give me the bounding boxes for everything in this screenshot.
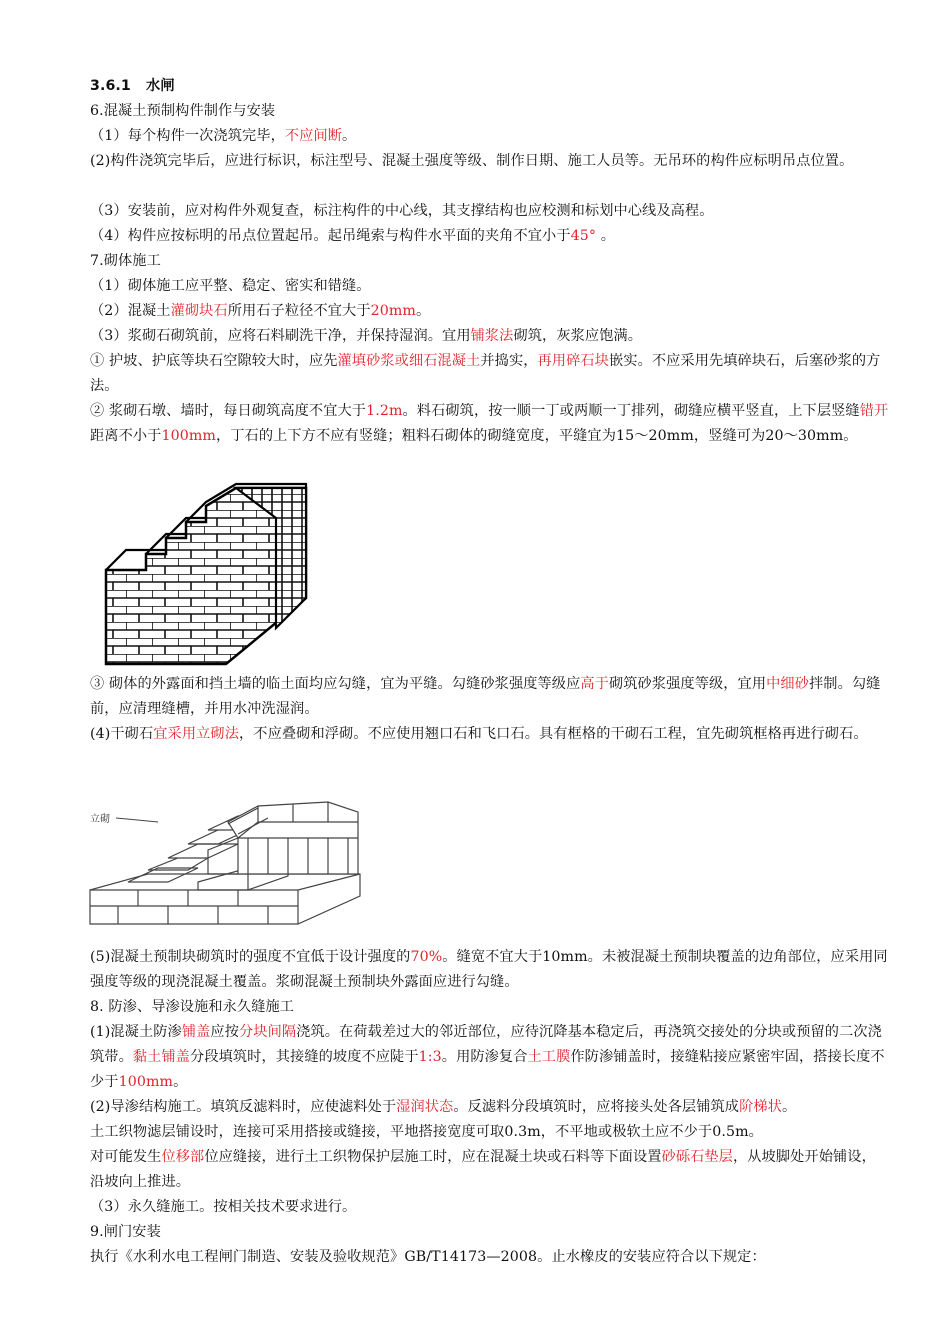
s6-p2: (2)构件浇筑完毕后，应进行标识，标注型号、混凝土强度等级、制作日期、施工人员等。无吊环的构件应标明吊点位置。 — [90, 153, 854, 169]
s8-p2-line3: 对可能发生位移部位应缝接，进行土工织物保护层施工时，应在混凝土块或石料等下面设置砂砾石垫层，从坡脚处开始铺设，沿坡向上推进。 — [90, 1149, 876, 1190]
section-heading: 3.6.1 水闸 — [90, 78, 175, 94]
upright-laying-label: 立砌 — [90, 814, 110, 825]
s8-p2-line2: 土工织物滤层铺设时，连接可采用搭接或缝接，平地搭接宽度可取0.3m，不平地或极软土应不少于0.5m。 — [90, 1124, 763, 1140]
s7-p4: (4)干砌石宜采用立砌法，不应叠砌和浮砌。不应使用翘口石和飞口石。具有框格的干砌石工程，宜先砌筑框格再进行砌石。 — [90, 726, 868, 742]
s8-p2-line1: (2)导渗结构施工。填筑反滤料时，应使滤料处于湿润状态。反滤料分段填筑时，应将接头处各层铺筑成阶梯状。 — [90, 1099, 797, 1115]
s7-p2: （2）混凝土灌砌块石所用石子粒径不宜大于20mm。 — [90, 303, 431, 319]
s8-title: 8. 防渗、导渗设施和永久缝施工 — [90, 999, 295, 1015]
s7-c1: ① 护坡、护底等块石空隙较大时，应先灌填砂浆或细石混凝土并捣实，再用碎石块嵌实。不应采用先填碎块石，后塞砂浆的方法。 — [90, 353, 881, 394]
s8-p1: (1)混凝土防渗铺盖应按分块间隔浇筑。在荷载差过大的邻近部位，应待沉降基本稳定后，再浇筑交接处的分块或预留的二次浇筑带。黏土铺盖分段填筑时，其接缝的坡度不应陡于1:3。用防渗复合土工膜作防渗铺盖时，接缝粘接应紧密牢固，搭接长度不少于100mm。 — [90, 1024, 885, 1090]
s8-p3: （3）永久缝施工。按相关技术要求进行。 — [90, 1199, 357, 1215]
upright-stone-figure — [88, 778, 370, 934]
s7-c2: ② 浆砌石墩、墙时，每日砌筑高度不宜大于1.2m。料石砌筑，按一顺一丁或两顺一丁排列，砌缝应横平竖直，上下层竖缝错开距离不小于100mm，丁石的上下方不应有竖缝；粗料石砌体的砌缝宽度，平缝宜为15～20mm，竖缝可为20～30mm。 — [90, 403, 889, 444]
s7-p5: (5)混凝土预制块砌筑时的强度不宜低于设计强度的70%。缝宽不宜大于10mm。未被混凝土预制块覆盖的边角部位，应采用同强度等级的现浇混凝土覆盖。浆砌混凝土预制块外露面应进行勾缝。 — [90, 949, 888, 990]
s6-p3: （3）安装前，应对构件外观复查，标注构件的中心线，其支撑结构也应校测和标划中心线及高程。 — [90, 203, 714, 219]
s6-p4: （4）构件应按标明的吊点位置起吊。起吊绳索与构件水平面的夹角不宜小于45° 。 — [90, 228, 615, 244]
brick-wall-figure — [100, 478, 320, 668]
s9-p1: 执行《水利水电工程闸门制造、安装及验收规范》GB/T14173—2008。止水橡皮的安装应符合以下规定： — [90, 1249, 766, 1265]
s7-p3: （3）浆砌石砌筑前，应将石料刷洗干净，并保持湿润。宜用铺浆法砌筑，灰浆应饱满。 — [90, 328, 643, 344]
s9-title: 9.闸门安装 — [90, 1224, 161, 1240]
s6-p1: （1）每个构件一次浇筑完毕，不应间断。 — [90, 128, 357, 144]
s6-title: 6.混凝土预制构件制作与安装 — [90, 103, 276, 119]
s7-title: 7.砌体施工 — [90, 253, 161, 269]
s7-c3: ③ 砌体的外露面和挡土墙的临土面均应勾缝，宜为平缝。勾缝砂浆强度等级应高于砌筑砂浆强度等级，宜用中细砂拌制。勾缝前，应清理缝槽，并用水冲洗湿润。 — [90, 676, 881, 717]
s7-p1: （1）砌体施工应平整、稳定、密实和错缝。 — [90, 278, 371, 294]
